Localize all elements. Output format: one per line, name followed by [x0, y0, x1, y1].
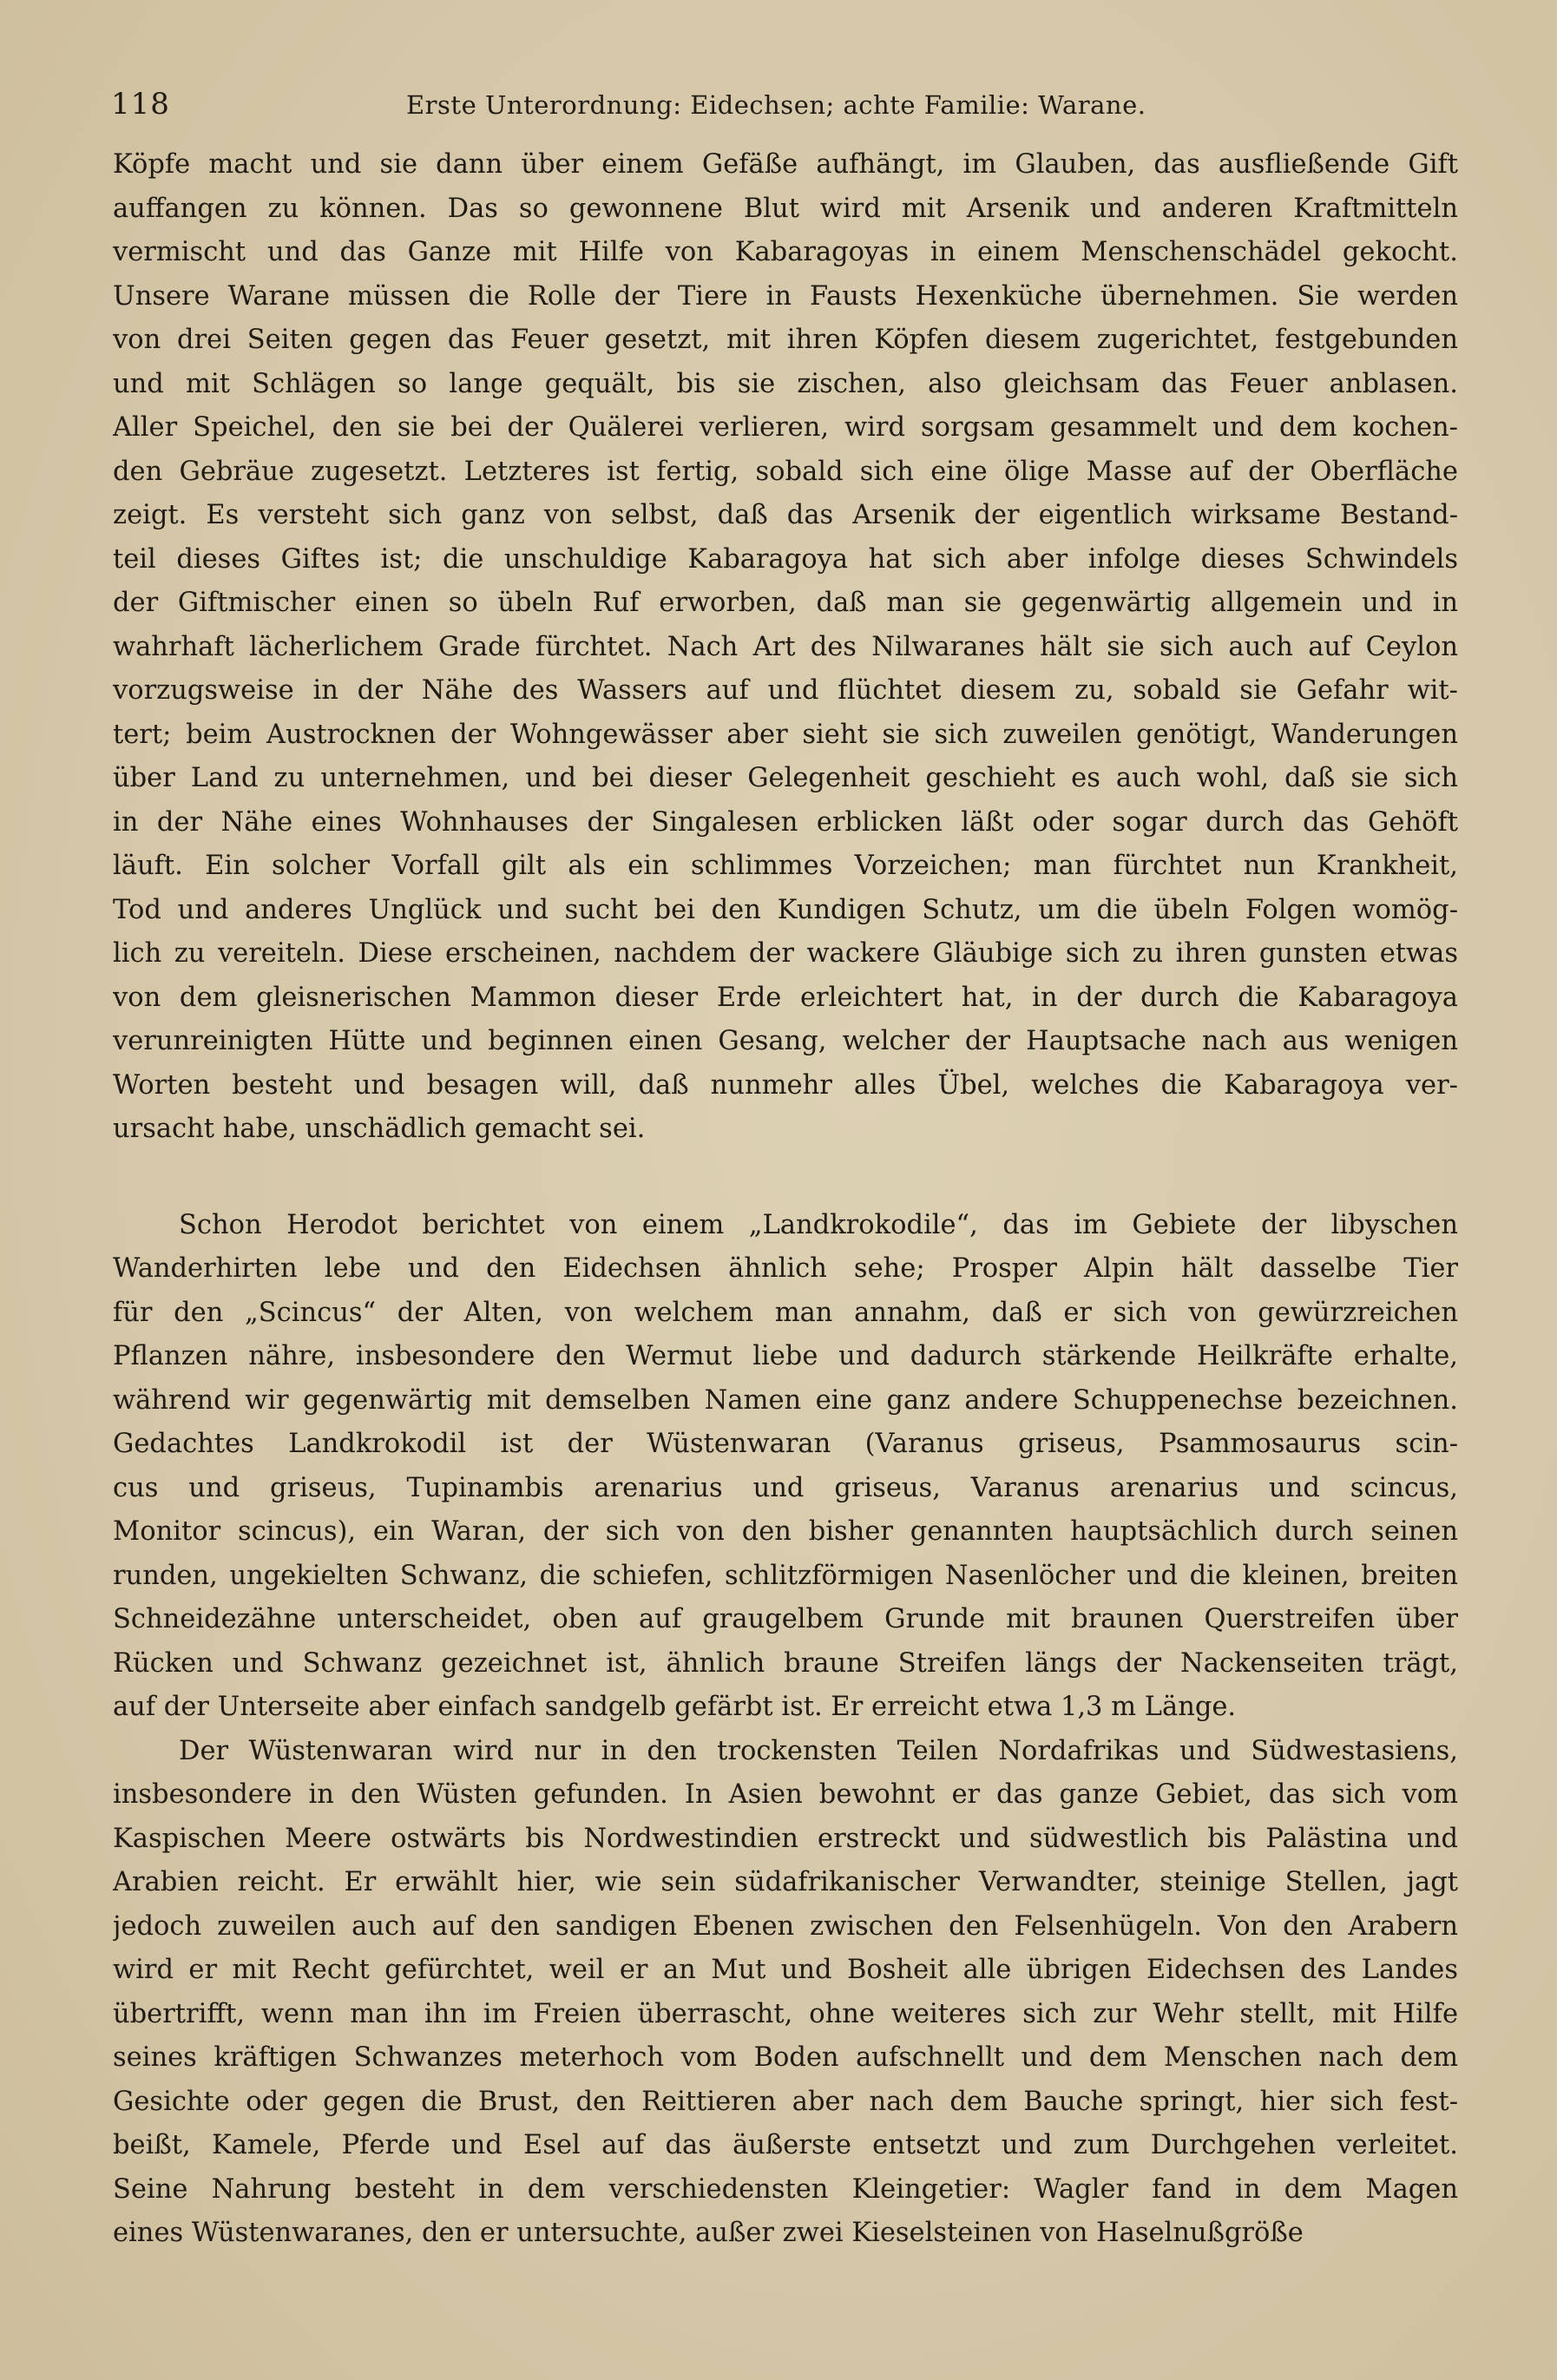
- text-line: ursacht habe, unschädlich gemacht sei.: [113, 1114, 646, 1144]
- text-line: für den „Scincus“ der Alten, von welchem man annahm, daß er sich von gewürzreichen: [113, 1297, 1458, 1328]
- text-line: Aller Speichel, den sie bei der Quälerei verlieren, wird sorgsam gesammelt und dem kochen-: [113, 412, 1458, 443]
- text-line: Wanderhirten lebe und den Eidechsen ähnlich sehe; Prosper Alpin hält dasselbe Tier: [113, 1253, 1458, 1284]
- text-line: der Giftmischer einen so übeln Ruf erworben, daß man sie gegenwärtig allgemein und in: [113, 588, 1458, 618]
- text-line: jedoch zuweilen auch auf den sandigen Ebenen zwischen den Felsenhügeln. Von den Arabern: [113, 1910, 1458, 1942]
- body-text: [113, 143, 1458, 2256]
- text-line: von drei Seiten gegen das Feuer gesetzt, mit ihren Köpfen diesem zugerichtet, festgebunden: [113, 325, 1458, 355]
- text-line: zeigt. Es versteht sich ganz von selbst, daß das Arsenik der eigentlich wirksame Bestand-: [113, 500, 1458, 530]
- text-line: eines Wüstenwaranes, den er untersuchte, außer zwei Kieselsteinen von Haselnußgröße: [113, 2218, 1304, 2248]
- text-line: Pflanzen nähre, insbesondere den Wermut liebe und dadurch stärkende Heilkräfte erhalte,: [113, 1341, 1458, 1371]
- text-line: auffangen zu können. Das so gewonnene Blut wird mit Arsenik und anderen Kraftmitteln: [113, 193, 1458, 224]
- text-line: Schneidezähne unterscheidet, oben auf graugelbem Grunde mit braunen Querstreifen über: [113, 1604, 1458, 1634]
- text-line: Der Wüstenwaran wird nur in den trockensten Teilen Nordafrikas und Südwestasiens,: [179, 1735, 1458, 1766]
- paragraph-wuestenwaran-habitat: [113, 1730, 1458, 2256]
- text-line: wahrhaft lächerlichem Grade fürchtet. Nach Art des Nilwaranes hält sie sich auch auf Ceylon: [113, 631, 1458, 662]
- text-line: läuft. Ein solcher Vorfall gilt als ein schlimmes Vorzeichen; man fürchtet nun Krankheit,: [113, 851, 1458, 881]
- text-line: Worten besteht und besagen will, daß nunmehr alles Übel, welches die Kabaragoya ver-: [113, 1069, 1458, 1101]
- page-header: [111, 87, 1448, 130]
- text-line: Köpfe macht und sie dann über einem Gefäße aufhängt, im Glauben, das ausfließende Gift: [113, 149, 1458, 180]
- text-line: übertrifft, wenn man ihn im Freien überrascht, ohne weiteres sich zur Wehr stellt, mit Hilfe: [113, 1998, 1458, 2029]
- text-line: Unsere Warane müssen die Rolle der Tiere in Fausts Hexenküche übernehmen. Sie werden: [113, 280, 1458, 312]
- text-line: Tod und anderes Unglück und sucht bei den Kundigen Schutz, um die übeln Folgen womög-: [113, 894, 1458, 925]
- text-line: vermischt und das Ganze mit Hilfe von Kabaragoyas in einem Menschenschädel gekocht.: [113, 237, 1458, 267]
- text-line: Monitor scincus), ein Waran, der sich von den bisher genannten hauptsächlich durch seinen: [113, 1516, 1458, 1547]
- text-line: über Land zu unternehmen, und bei dieser Gelegenheit geschieht es auch wohl, daß sie sich: [113, 763, 1458, 793]
- text-line: cus und griseus, Tupinambis arenarius und griseus, Varanus arenarius und scincus,: [113, 1472, 1458, 1503]
- text-line: Seine Nahrung besteht in dem verschiedensten Kleingetier: Wagler fand in dem Magen: [113, 2173, 1458, 2205]
- text-line: Gedachtes Landkrokodil ist der Wüstenwaran (Varanus griseus, Psammosaurus scin-: [113, 1429, 1458, 1459]
- text-line: vorzugsweise in der Nähe des Wassers auf und flüchtet diesem zu, sobald sie Gefahr wit-: [113, 675, 1458, 706]
- text-line: Schon Herodot berichtet von einem „Landkrokodile“, das im Gebiete der libyschen: [179, 1209, 1458, 1240]
- text-line: teil dieses Giftes ist; die unschuldige Kabaragoya hat sich aber infolge dieses Schwindels: [113, 543, 1458, 575]
- text-line: wird er mit Recht gefürchtet, weil er an Mut und Bosheit alle übrigen Eidechsen des Landes: [113, 1955, 1458, 1985]
- paragraph-kabaragoya: [113, 143, 1458, 1152]
- text-line: Kaspischen Meere ostwärts bis Nordwestindien erstreckt und südwestlich bis Palästina und: [113, 1823, 1458, 1854]
- running-head: Erste Unterordnung: Eidechsen; achte Familie: Warane.: [406, 90, 1146, 120]
- text-line: seines kräftigen Schwanzes meterhoch vom Boden aufschnellt und dem Menschen nach dem: [113, 2042, 1458, 2073]
- text-line: lich zu vereiteln. Diese erscheinen, nachdem der wackere Gläubige sich zu ihren gunsten etwas: [113, 938, 1458, 969]
- paragraph-wuestenwaran-description: [113, 1204, 1458, 1730]
- text-line: und mit Schlägen so lange gequält, bis sie zischen, also gleichsam das Feuer anblasen.: [113, 368, 1458, 399]
- page-number: 118: [111, 87, 170, 122]
- text-line: von dem gleisnerischen Mammon dieser Erde erleichtert hat, in der durch die Kabaragoya: [113, 982, 1458, 1013]
- text-line: Gesichte oder gegen die Brust, den Reittieren aber nach dem Bauche springt, hier sich fest-: [113, 2086, 1458, 2117]
- text-line: in der Nähe eines Wohnhauses der Singalesen erblicken läßt oder sogar durch das Gehöft: [113, 806, 1458, 838]
- text-line: runden, ungekielten Schwanz, die schiefen, schlitzförmigen Nasenlöcher und die kleinen, breiten: [113, 1560, 1458, 1591]
- text-line: insbesondere in den Wüsten gefunden. In Asien bewohnt er das ganze Gebiet, das sich vom: [113, 1779, 1458, 1810]
- text-line: Arabien reicht. Er erwählt hier, wie sein südafrikanischer Verwandter, steinige Stellen, jagt: [113, 1867, 1458, 1897]
- text-line: auf der Unterseite aber einfach sandgelb gefärbt ist. Er erreicht etwa 1,3 m Länge.: [113, 1692, 1237, 1722]
- text-line: den Gebräue zugesetzt. Letzteres ist fertig, sobald sich eine ölige Masse auf der Oberfläche: [113, 456, 1458, 487]
- text-line: beißt, Kamele, Pferde und Esel auf das äußerste entsetzt und zum Durchgehen verleitet.: [113, 2130, 1458, 2160]
- text-line: Rücken und Schwanz gezeichnet ist, ähnlich braune Streifen längs der Nackenseiten trägt,: [113, 1647, 1458, 1679]
- text-line: während wir gegenwärtig mit demselben Namen eine ganz andere Schuppenechse bezeichnen.: [113, 1384, 1458, 1416]
- text-line: tert; beim Austrocknen der Wohngewässer aber sieht sie sich zuweilen genötigt, Wanderungen: [113, 719, 1458, 750]
- section-gap: [113, 1152, 1458, 1204]
- text-line: verunreinigten Hütte und beginnen einen Gesang, welcher der Hauptsache nach aus wenigen: [113, 1026, 1458, 1056]
